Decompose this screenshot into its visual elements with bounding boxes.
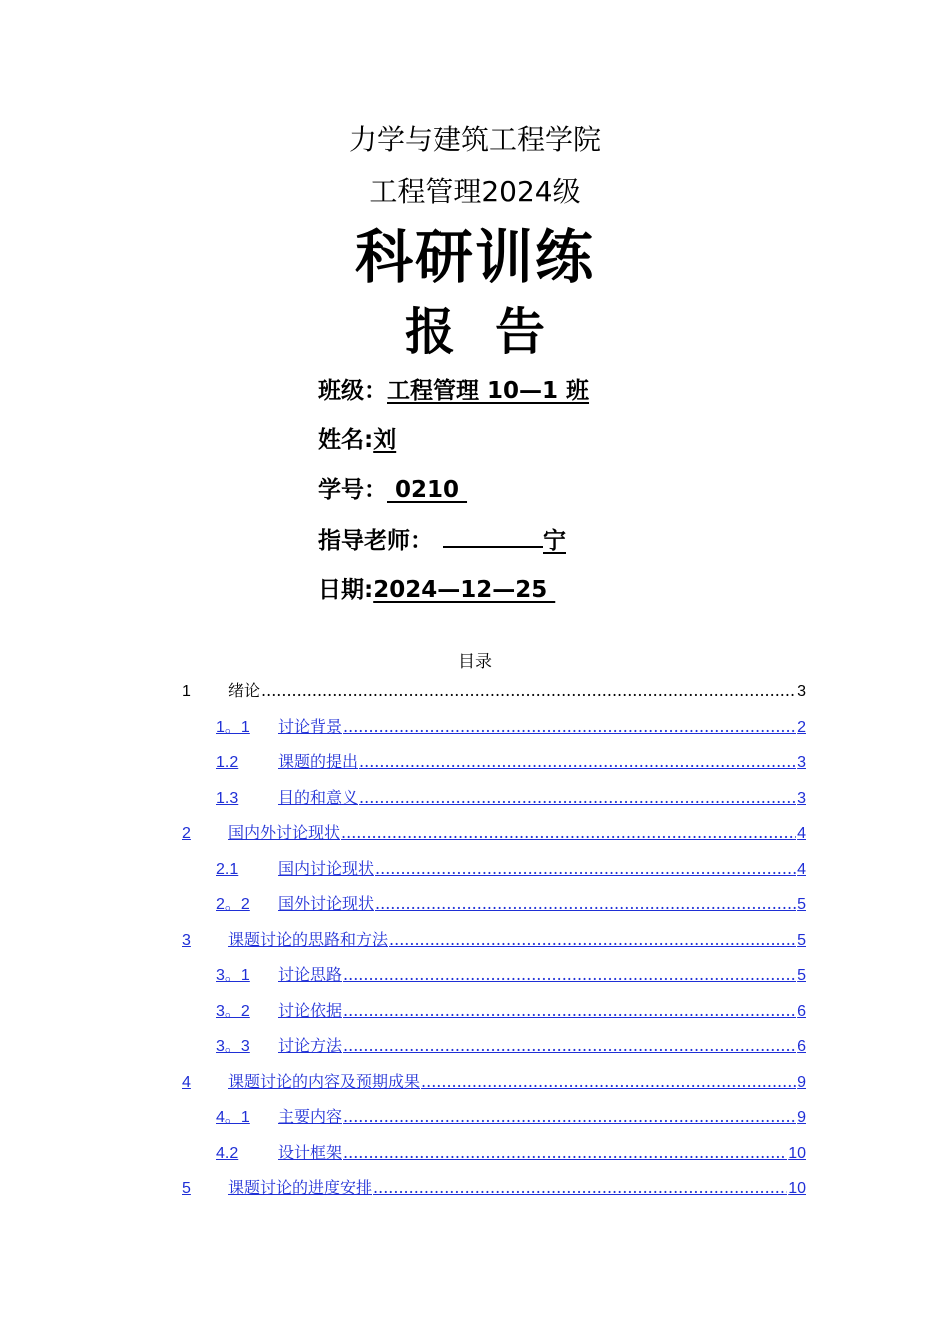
toc-entry[interactable] — [216, 893, 806, 916]
advisor-blank-line — [443, 524, 543, 548]
program-name: 工程管理2024级 — [369, 175, 581, 208]
class-label: 班级： — [318, 378, 387, 404]
toc-dot-leader — [389, 929, 796, 951]
toc-title: 目录 — [458, 652, 492, 672]
student-id-value: 0210 — [387, 477, 468, 503]
date-value: 2024—12—25 — [373, 577, 556, 603]
name-label: 姓名: — [318, 427, 374, 453]
toc-entry-number: 1。1 — [216, 718, 250, 736]
toc-entry[interactable] — [182, 1177, 806, 1200]
toc-entry-page: 5 — [797, 931, 806, 949]
toc-entry-page: 3 — [797, 754, 806, 771]
toc-entry — [182, 680, 806, 703]
toc-entry-number: 3 — [182, 931, 191, 949]
toc-entry-page: 3 — [797, 683, 806, 700]
toc-entry-page: 4 — [797, 825, 806, 842]
toc-dot-leader — [359, 751, 796, 773]
advisor-label: 指导老师： — [318, 528, 433, 554]
toc-entry-number: 5 — [182, 1180, 191, 1197]
toc-entry-page: 3 — [797, 789, 806, 807]
toc-entry-number: 3。2 — [216, 1002, 250, 1020]
toc-dot-leader — [341, 822, 796, 844]
toc-entry-title: 课题讨论的思路和方法 — [228, 929, 389, 949]
toc-entry-title: 课题讨论的内容及预期成果 — [228, 1071, 421, 1091]
toc-entry[interactable] — [216, 716, 806, 739]
toc-dot-leader — [343, 1142, 787, 1164]
toc-dot-leader — [359, 787, 796, 809]
toc-entry[interactable] — [182, 1071, 806, 1094]
toc-entry[interactable] — [216, 858, 806, 881]
toc-entry[interactable] — [216, 1000, 806, 1023]
toc-entry-title: 国内外讨论现状 — [228, 823, 341, 842]
toc-entry[interactable] — [182, 822, 806, 845]
toc-dot-leader — [375, 893, 796, 915]
date-field — [318, 574, 555, 606]
report-title: 科研训练 — [354, 223, 595, 291]
toc-dot-leader — [261, 680, 796, 702]
toc-entry-number: 1.3 — [216, 789, 239, 807]
toc-dot-leader — [343, 716, 796, 738]
toc-entry-page: 6 — [797, 1002, 806, 1020]
advisor-field — [318, 524, 566, 557]
toc-dot-leader — [375, 858, 796, 880]
toc-entry[interactable] — [216, 964, 806, 987]
toc-entry-title: 国外讨论现状 — [278, 894, 375, 913]
class-value: 工程管理 10—1 班 — [387, 378, 590, 404]
toc-entry[interactable] — [216, 787, 806, 810]
toc-entry-page: 9 — [797, 1073, 806, 1091]
toc-entry-page: 6 — [797, 1038, 806, 1055]
toc-entry-number: 3。3 — [216, 1038, 250, 1055]
toc-entry-title: 目的和意义 — [278, 787, 359, 807]
toc-entry-title: 主要内容 — [278, 1107, 343, 1126]
toc-entry-page: 5 — [797, 896, 806, 913]
toc-entry-title: 课题讨论的进度安排 — [228, 1178, 373, 1197]
toc-entry-number: 4。1 — [216, 1109, 250, 1126]
toc-entry[interactable] — [182, 929, 806, 952]
date-label: 日期: — [318, 577, 374, 603]
toc-dot-leader — [343, 1106, 796, 1128]
toc-dot-leader — [343, 964, 796, 986]
toc-entry-number: 1 — [182, 683, 191, 700]
student-id-label: 学号： — [318, 477, 387, 503]
toc-entry-number: 4.2 — [216, 1144, 239, 1162]
toc-dot-leader — [421, 1071, 796, 1093]
institute-name: 力学与建筑工程学院 — [348, 123, 601, 156]
toc-entry[interactable] — [216, 751, 806, 774]
name-value: 刘 — [373, 427, 397, 453]
toc-entry-page: 4 — [797, 860, 806, 878]
report-subtitle: 报告 — [405, 303, 585, 361]
toc-entry[interactable] — [216, 1035, 806, 1058]
toc-entry-title: 讨论背景 — [278, 716, 343, 736]
name-field — [318, 424, 396, 456]
toc-dot-leader — [343, 1000, 796, 1022]
toc-entry-title: 讨论方法 — [278, 1036, 343, 1055]
toc-entry-page: 5 — [797, 967, 806, 984]
toc-entry[interactable] — [216, 1106, 806, 1129]
student-id-field — [318, 474, 467, 506]
toc-entry-title: 讨论依据 — [278, 1000, 343, 1020]
advisor-value: 宁 — [543, 528, 566, 554]
toc-entry-title: 设计框架 — [278, 1142, 343, 1162]
toc-entry-number: 2.1 — [216, 860, 239, 878]
toc-entry-title: 绪论 — [228, 681, 261, 700]
toc-entry-title: 国内讨论现状 — [278, 858, 375, 878]
toc-dot-leader — [373, 1177, 787, 1199]
toc-entry-page: 10 — [788, 1180, 806, 1197]
toc-entry-number: 3。1 — [216, 967, 250, 984]
toc-entry-page: 10 — [788, 1144, 806, 1162]
toc-entry-page: 9 — [797, 1109, 806, 1126]
toc-entry[interactable] — [216, 1142, 806, 1165]
toc-entry-page: 2 — [797, 718, 806, 736]
toc-entry-number: 4 — [182, 1073, 191, 1091]
toc-entry-number: 2 — [182, 825, 191, 842]
toc-entry-number: 1.2 — [216, 754, 239, 771]
toc-dot-leader — [343, 1035, 796, 1057]
toc-entry-title: 课题的提出 — [278, 752, 359, 771]
toc-entry-title: 讨论思路 — [278, 965, 343, 984]
class-field — [318, 375, 589, 407]
toc-entry-number: 2。2 — [216, 896, 250, 913]
